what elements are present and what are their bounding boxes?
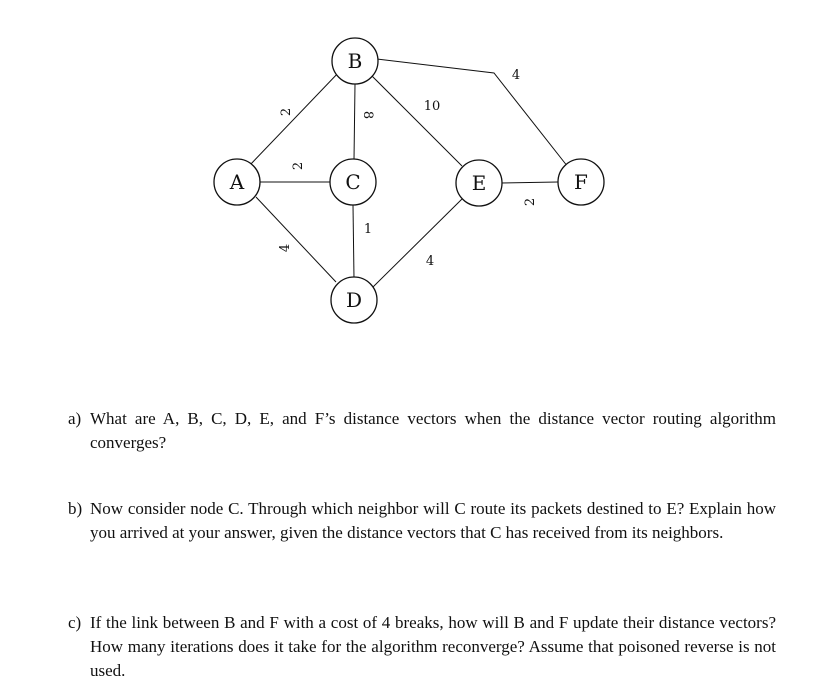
- question-b-text: Now consider node C. Through which neighbor will C route its packets destined to E? Explain how you arrived at your answer, given the distance vectors that C has received from its neighbors.: [90, 499, 776, 542]
- weight-A-B: 2: [279, 107, 294, 117]
- node-A-label: A: [229, 170, 245, 194]
- node-D: [331, 277, 377, 323]
- node-F-label: F: [574, 170, 588, 194]
- edge-B-C: [354, 84, 355, 160]
- weight-B-C: 8: [360, 110, 375, 120]
- question-b-label: b): [68, 499, 83, 518]
- node-C: [330, 159, 376, 205]
- edge-C-D: [353, 205, 354, 279]
- edge-D-E: [373, 199, 462, 287]
- question-c-label: c): [68, 613, 82, 632]
- node-F: [558, 159, 604, 205]
- weight-A-C: 2: [291, 161, 306, 171]
- edge-B-E: [372, 76, 462, 166]
- edge-A-D: [256, 197, 336, 282]
- weight-A-D: 4: [278, 243, 293, 253]
- edge-E-F: [501, 182, 558, 183]
- node-E-label: E: [471, 171, 487, 195]
- node-B-label: B: [347, 49, 363, 73]
- weight-D-E: 4: [425, 254, 435, 269]
- edge-A-B: [249, 71, 340, 166]
- node-E: [456, 160, 502, 206]
- weight-E-F: 2: [523, 197, 538, 207]
- question-a-text: What are A, B, C, D, E, and F’s distance vectors when the distance vector routing algorithm converges?: [90, 409, 776, 452]
- weight-B-F: 4: [511, 68, 521, 83]
- weight-C-D: 1: [363, 222, 373, 237]
- question-c-text: If the link between B and F with a cost of 4 breaks, how will B and F update their distance vectors? How many iterations does it take for the algorithm reconverge? Assume that poisoned reverse is not used.: [90, 613, 776, 680]
- question-c: [68, 611, 776, 683]
- node-B: [332, 38, 378, 84]
- edge-B-F: [377, 59, 568, 167]
- node-D-label: D: [345, 288, 363, 312]
- weight-B-E: 10: [423, 99, 441, 114]
- node-C-label: C: [345, 170, 361, 194]
- node-A: [214, 159, 260, 205]
- question-a: [68, 407, 776, 455]
- question-b: [68, 497, 776, 545]
- question-a-label: a): [68, 409, 82, 428]
